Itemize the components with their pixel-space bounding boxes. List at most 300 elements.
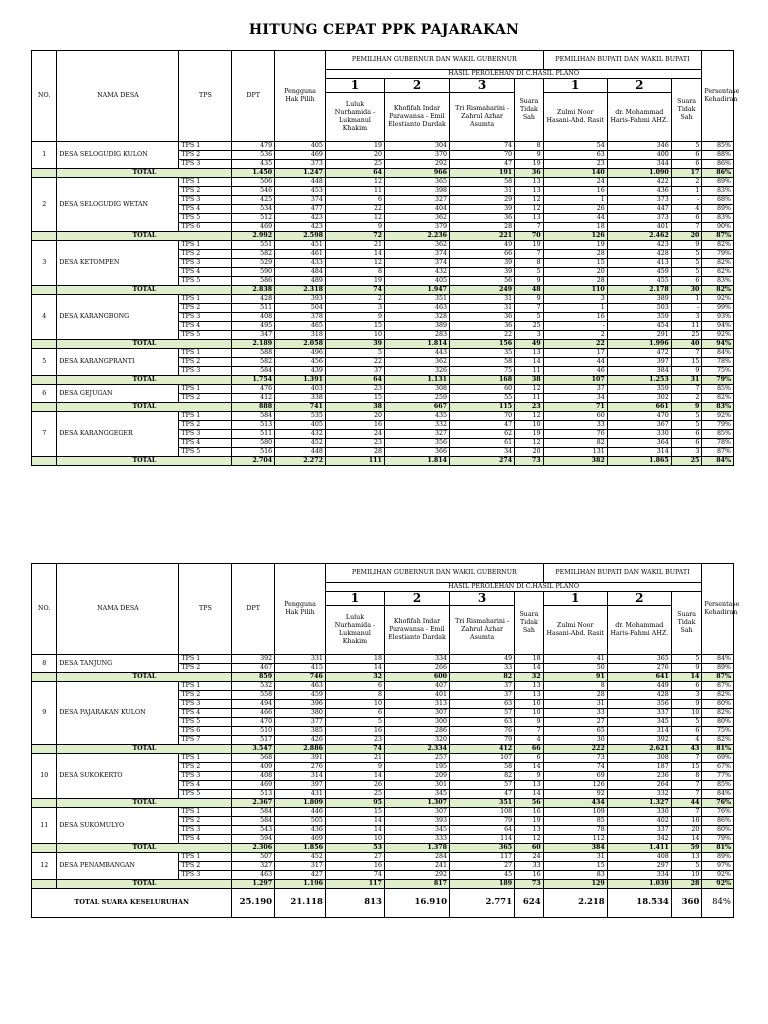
table-cell: 28 — [325, 448, 384, 457]
table-cell: 469 — [232, 223, 275, 232]
table-cell: 21 — [325, 241, 384, 250]
table-cell: 26 — [543, 205, 607, 214]
table-cell: TPS 3 — [179, 196, 232, 205]
table-cell: 80% — [702, 718, 734, 727]
village-number: 2 — [32, 178, 57, 232]
table-cell: 55 — [450, 394, 515, 403]
table-cell: 12 — [325, 259, 384, 268]
table-cell: 195 — [384, 763, 449, 772]
table-cell: 107 — [450, 754, 515, 763]
total-cell: 64 — [325, 169, 384, 178]
table-row — [32, 142, 734, 151]
table-cell: 2 — [671, 394, 702, 403]
table-cell: 85 — [543, 817, 607, 826]
table-cell: 28 — [543, 691, 607, 700]
table-cell: 373 — [607, 214, 671, 223]
table-cell: 405 — [275, 142, 326, 151]
table-cell: 405 — [384, 277, 449, 286]
total-cell: 1.307 — [384, 799, 449, 808]
total-cell: 14 — [671, 673, 702, 682]
table-cell: 400 — [607, 151, 671, 160]
header-gub-candidate-2: Khofifah Indar Parawansa - Emil Elestianto Dardak — [384, 93, 449, 142]
total-cell: 1.378 — [384, 844, 449, 853]
table-cell: 362 — [384, 214, 449, 223]
total-cell: 191 — [450, 169, 515, 178]
total-cell: 1.039 — [607, 880, 671, 889]
table-cell: - — [671, 304, 702, 313]
table-cell: 415 — [275, 664, 326, 673]
table-row — [32, 295, 734, 304]
header-bupati-group: PEMILIHAN BUPATI DAN WAKIL BUPATI — [543, 564, 702, 583]
table-cell: 49 — [450, 655, 515, 664]
grand-total-cell: 18.534 — [607, 889, 671, 918]
table-cell: TPS 3 — [179, 772, 232, 781]
table-cell: 469 — [232, 781, 275, 790]
table-cell: 99% — [702, 304, 734, 313]
total-cell: 38 — [325, 403, 384, 412]
table-cell: 3 — [543, 295, 607, 304]
table-cell: 11 — [325, 187, 384, 196]
table-cell: 19 — [325, 142, 384, 151]
table-row — [32, 853, 734, 862]
total-cell: 1.865 — [607, 457, 671, 466]
total-cell: 741 — [275, 403, 326, 412]
table-cell: 63 — [543, 151, 607, 160]
table-cell: 1 — [671, 187, 702, 196]
header-bupati-group: PEMILIHAN BUPATI DAN WAKIL BUPATI — [543, 51, 702, 70]
total-cell: 1.391 — [275, 376, 326, 385]
table-cell: 9 — [515, 295, 544, 304]
table-cell: 7 — [671, 223, 702, 232]
table-cell: 9 — [515, 718, 544, 727]
table-cell: TPS 5 — [179, 214, 232, 223]
table-cell: 452 — [275, 439, 326, 448]
total-spacer — [32, 844, 57, 853]
table-cell: 408 — [607, 853, 671, 862]
table-cell: 77% — [702, 772, 734, 781]
table-cell: 284 — [384, 853, 449, 862]
grand-total-cell: 21.118 — [275, 889, 326, 918]
total-label: TOTAL — [57, 673, 232, 682]
table-cell: 31 — [450, 295, 515, 304]
table-cell: 14 — [325, 817, 384, 826]
total-row — [32, 340, 734, 349]
table-cell: 362 — [384, 241, 449, 250]
table-cell: 6 — [515, 754, 544, 763]
table-cell: 356 — [384, 439, 449, 448]
table-cell: 25 — [325, 160, 384, 169]
table-cell: 380 — [275, 709, 326, 718]
table-cell: 6 — [671, 682, 702, 691]
total-label: TOTAL — [57, 376, 232, 385]
table-cell: 423 — [607, 241, 671, 250]
table-cell: 13 — [515, 691, 544, 700]
table-cell: 396 — [275, 700, 326, 709]
total-row — [32, 286, 734, 295]
total-label: TOTAL — [57, 745, 232, 754]
table-cell: - — [543, 322, 607, 331]
table-cell: 18 — [515, 655, 544, 664]
table-cell: TPS 2 — [179, 691, 232, 700]
total-spacer — [32, 673, 57, 682]
total-label: TOTAL — [57, 880, 232, 889]
table-cell: 88% — [702, 151, 734, 160]
total-cell: 2.272 — [275, 457, 326, 466]
total-spacer — [32, 403, 57, 412]
table-cell: TPS 2 — [179, 664, 232, 673]
table-cell: TPS 1 — [179, 853, 232, 862]
table-cell: 16 — [515, 808, 544, 817]
table-cell: 5 — [515, 268, 544, 277]
village-number: 12 — [32, 853, 57, 880]
village-number: 1 — [32, 142, 57, 169]
header-hasil-perolehan: HASIL PEROLEHAN DI C.HASIL PLANO — [325, 583, 701, 592]
table-cell: 402 — [607, 817, 671, 826]
table-cell: 496 — [275, 349, 326, 358]
header-pengguna-hak-pilih: Pengguna Hak Pilih — [275, 564, 326, 655]
grand-total-cell: 624 — [515, 889, 544, 918]
table-cell: 16 — [325, 727, 384, 736]
table-cell: 84% — [702, 655, 734, 664]
total-cell: 49 — [515, 340, 544, 349]
table-cell: 367 — [607, 421, 671, 430]
header-gub-candidate-1: Luluk Nurhamida - Lukmanul Khakim — [325, 606, 384, 655]
table-cell: TPS 5 — [179, 448, 232, 457]
total-cell: 111 — [325, 457, 384, 466]
table-cell: 19 — [515, 817, 544, 826]
table-cell: 404 — [384, 205, 449, 214]
table-cell: 86% — [702, 817, 734, 826]
table-cell: 463 — [232, 871, 275, 880]
table-cell: 13 — [671, 853, 702, 862]
total-cell: 83% — [702, 403, 734, 412]
table-cell: 5 — [515, 313, 544, 322]
table-cell: 3 — [671, 691, 702, 700]
grand-total-cell: 2.771 — [450, 889, 515, 918]
table-cell: TPS 5 — [179, 790, 232, 799]
table-cell: 461 — [275, 250, 326, 259]
table-cell: 23 — [325, 439, 384, 448]
table-cell: 12 — [515, 412, 544, 421]
total-row — [32, 844, 734, 853]
table-cell: 463 — [275, 682, 326, 691]
table-cell: 25 — [515, 322, 544, 331]
table-cell: 5 — [671, 421, 702, 430]
village-name: DESA SUKOMULYO — [57, 808, 179, 844]
total-cell: 1.253 — [607, 376, 671, 385]
table-cell: 304 — [384, 142, 449, 151]
table-cell: 14 — [515, 664, 544, 673]
village-number: 3 — [32, 241, 57, 286]
total-cell: 2.178 — [607, 286, 671, 295]
grand-total-cell: 84% — [702, 889, 734, 918]
table-cell: 291 — [607, 331, 671, 340]
table-cell: 7 — [671, 385, 702, 394]
table-cell: 408 — [232, 313, 275, 322]
total-label: TOTAL — [57, 799, 232, 808]
total-cell: 221 — [450, 232, 515, 241]
table-cell: 436 — [275, 826, 326, 835]
table-cell: 276 — [275, 763, 326, 772]
table-cell: 403 — [275, 385, 326, 394]
header-gub-candidate-3: Tri Rismaharini - Zahrul Azhar Asumta — [450, 93, 515, 142]
table-cell: 366 — [384, 448, 449, 457]
total-cell: 81% — [702, 844, 734, 853]
table-cell: 56 — [450, 277, 515, 286]
total-cell: 32 — [325, 673, 384, 682]
table-cell: 405 — [275, 421, 326, 430]
total-cell: 2.598 — [275, 232, 326, 241]
table-cell: 331 — [275, 655, 326, 664]
table-cell: 374 — [384, 259, 449, 268]
table-cell: 7 — [671, 781, 702, 790]
table-cell: TPS 2 — [179, 250, 232, 259]
table-cell: 551 — [232, 241, 275, 250]
table-cell: 126 — [543, 781, 607, 790]
table-cell: 5 — [671, 250, 702, 259]
total-cell: 82 — [450, 673, 515, 682]
table-cell: 337 — [607, 826, 671, 835]
total-cell: 2.236 — [384, 232, 449, 241]
table-cell: TPS 2 — [179, 187, 232, 196]
total-cell: 66 — [515, 745, 544, 754]
table-cell: 9 — [671, 664, 702, 673]
table-cell: 431 — [275, 790, 326, 799]
table-cell: 6 — [325, 196, 384, 205]
table-cell: 236 — [607, 772, 671, 781]
header-bup-number-2: 2 — [607, 79, 671, 93]
header-no: NO. — [32, 51, 57, 142]
village-number: 7 — [32, 412, 57, 457]
table-cell: TPS 2 — [179, 358, 232, 367]
total-cell: 126 — [543, 232, 607, 241]
table-cell: 10 — [325, 331, 384, 340]
total-cell: 48 — [515, 286, 544, 295]
table-cell: 10 — [515, 709, 544, 718]
total-cell: 30 — [671, 286, 702, 295]
table-cell: 9 — [325, 223, 384, 232]
table-cell: 14 — [515, 790, 544, 799]
village-name: DESA SELOGUDIG WETAN — [57, 178, 179, 232]
table-cell: 451 — [275, 241, 326, 250]
table-cell: 313 — [384, 700, 449, 709]
table-cell: 470 — [607, 412, 671, 421]
table-cell: 5 — [671, 259, 702, 268]
table-cell: 9 — [515, 772, 544, 781]
table-cell: TPS 4 — [179, 709, 232, 718]
table-cell: 24 — [515, 853, 544, 862]
table-cell: TPS 2 — [179, 304, 232, 313]
table-cell: 423 — [275, 214, 326, 223]
total-spacer — [32, 376, 57, 385]
total-cell: 95 — [325, 799, 384, 808]
table-cell: 484 — [275, 268, 326, 277]
table-cell: 454 — [607, 322, 671, 331]
table-cell: 22 — [325, 205, 384, 214]
table-cell: 455 — [607, 277, 671, 286]
table-cell: 536 — [232, 151, 275, 160]
table-cell: 580 — [232, 439, 275, 448]
table-cell: 17 — [543, 349, 607, 358]
table-cell: 401 — [607, 223, 671, 232]
total-cell: 2.189 — [232, 340, 275, 349]
table-cell: 26 — [325, 781, 384, 790]
table-cell: TPS 1 — [179, 295, 232, 304]
table-cell: 510 — [232, 727, 275, 736]
table-cell: 345 — [607, 718, 671, 727]
table-cell: 459 — [275, 691, 326, 700]
table-cell: 5 — [325, 718, 384, 727]
table-cell: 82% — [702, 736, 734, 745]
table-cell: 88% — [702, 196, 734, 205]
table-cell: 16 — [543, 187, 607, 196]
table-cell: 36 — [450, 214, 515, 223]
total-cell: 2.886 — [275, 745, 326, 754]
table-cell: 16 — [325, 421, 384, 430]
table-cell: 90% — [702, 223, 734, 232]
table-cell: 397 — [275, 781, 326, 790]
table-cell: 362 — [384, 358, 449, 367]
total-label: TOTAL — [57, 232, 232, 241]
total-cell: 1.131 — [384, 376, 449, 385]
table-cell: 15 — [325, 322, 384, 331]
table-cell: 389 — [384, 322, 449, 331]
table-cell: 85% — [702, 142, 734, 151]
table-cell: 108 — [450, 808, 515, 817]
header-hasil-perolehan: HASIL PEROLEHAN DI C.HASIL PLANO — [325, 70, 701, 79]
total-cell: 39 — [325, 340, 384, 349]
table-cell: 78 — [543, 826, 607, 835]
table-cell: 326 — [384, 367, 449, 376]
table-cell: 266 — [384, 664, 449, 673]
table-cell: 66 — [450, 250, 515, 259]
total-label: TOTAL — [57, 403, 232, 412]
table-cell: 76% — [702, 808, 734, 817]
table-cell: 8 — [515, 259, 544, 268]
table-cell: 8 — [515, 142, 544, 151]
table-cell: 67% — [702, 763, 734, 772]
total-cell: 117 — [325, 880, 384, 889]
table-cell: 2 — [325, 295, 384, 304]
total-cell: 1.411 — [607, 844, 671, 853]
table-cell: 10 — [325, 700, 384, 709]
table-cell: 586 — [232, 277, 275, 286]
table-cell: 359 — [607, 385, 671, 394]
table-cell: 503 — [607, 304, 671, 313]
table-cell: 47 — [450, 421, 515, 430]
table-cell: 373 — [607, 196, 671, 205]
table-cell: 345 — [384, 826, 449, 835]
table-row — [32, 754, 734, 763]
table-cell: 79 — [450, 736, 515, 745]
grand-total-cell: 2.218 — [543, 889, 607, 918]
table-cell: 558 — [232, 691, 275, 700]
table-cell: 35 — [450, 349, 515, 358]
table-cell: 9 — [515, 277, 544, 286]
village-name: DESA PENAMBANGAN — [57, 853, 179, 880]
total-cell: 70 — [515, 232, 544, 241]
village-name: DESA GEJUGAN — [57, 385, 179, 403]
table-row — [32, 412, 734, 421]
table-cell: 39 — [450, 268, 515, 277]
table-cell: 87% — [702, 448, 734, 457]
total-row — [32, 376, 734, 385]
total-cell: 384 — [543, 844, 607, 853]
header-dpt: DPT — [232, 51, 275, 142]
table-cell: 114 — [450, 835, 515, 844]
results-table-1 — [31, 50, 740, 466]
table-cell: 70 — [450, 151, 515, 160]
total-cell: 2.306 — [232, 844, 275, 853]
table-cell: 30 — [543, 736, 607, 745]
table-cell: 590 — [232, 268, 275, 277]
table-cell: 568 — [232, 754, 275, 763]
total-cell: 2.621 — [607, 745, 671, 754]
total-cell: 817 — [384, 880, 449, 889]
table-cell: 36 — [450, 313, 515, 322]
table-cell: 60 — [450, 385, 515, 394]
total-cell: 25 — [671, 457, 702, 466]
table-cell: 89% — [702, 205, 734, 214]
table-row — [32, 385, 734, 394]
table-cell: 49 — [450, 241, 515, 250]
table-cell: 79 — [450, 817, 515, 826]
table-cell: 407 — [384, 682, 449, 691]
total-cell: 1.090 — [607, 169, 671, 178]
table-cell: 588 — [232, 349, 275, 358]
total-cell: 888 — [232, 403, 275, 412]
table-cell: 347 — [232, 331, 275, 340]
header-tps: TPS — [179, 564, 232, 655]
table-cell: 12 — [515, 205, 544, 214]
table-cell: 83 — [543, 871, 607, 880]
table-cell: 13 — [515, 187, 544, 196]
table-cell: 452 — [275, 853, 326, 862]
village-number: 6 — [32, 385, 57, 403]
table-cell: TPS 3 — [179, 313, 232, 322]
table-cell: 82% — [702, 709, 734, 718]
village-number: 11 — [32, 808, 57, 844]
table-cell: 428 — [232, 295, 275, 304]
total-cell: 87% — [702, 673, 734, 682]
table-cell: 469 — [275, 151, 326, 160]
table-cell: TPS 6 — [179, 727, 232, 736]
grand-total-cell: 16.910 — [384, 889, 449, 918]
table-cell: 14 — [515, 763, 544, 772]
village-number: 4 — [32, 295, 57, 340]
table-cell: TPS 4 — [179, 205, 232, 214]
table-cell: 25 — [325, 790, 384, 799]
total-cell: 72 — [325, 232, 384, 241]
table-cell: 14 — [325, 664, 384, 673]
table-cell: 333 — [384, 835, 449, 844]
table-cell: 307 — [384, 808, 449, 817]
table-cell: 92% — [702, 295, 734, 304]
table-cell: 10 — [325, 835, 384, 844]
table-cell: 516 — [232, 448, 275, 457]
table-cell: 209 — [384, 772, 449, 781]
table-cell: 446 — [275, 808, 326, 817]
table-cell: 12 — [515, 439, 544, 448]
table-cell: 47 — [450, 160, 515, 169]
table-cell: 7 — [515, 727, 544, 736]
table-cell: 13 — [515, 178, 544, 187]
table-cell: TPS 3 — [179, 871, 232, 880]
table-cell: 9 — [515, 151, 544, 160]
table-cell: 58 — [450, 358, 515, 367]
table-cell: 85% — [702, 385, 734, 394]
total-cell: 382 — [543, 457, 607, 466]
